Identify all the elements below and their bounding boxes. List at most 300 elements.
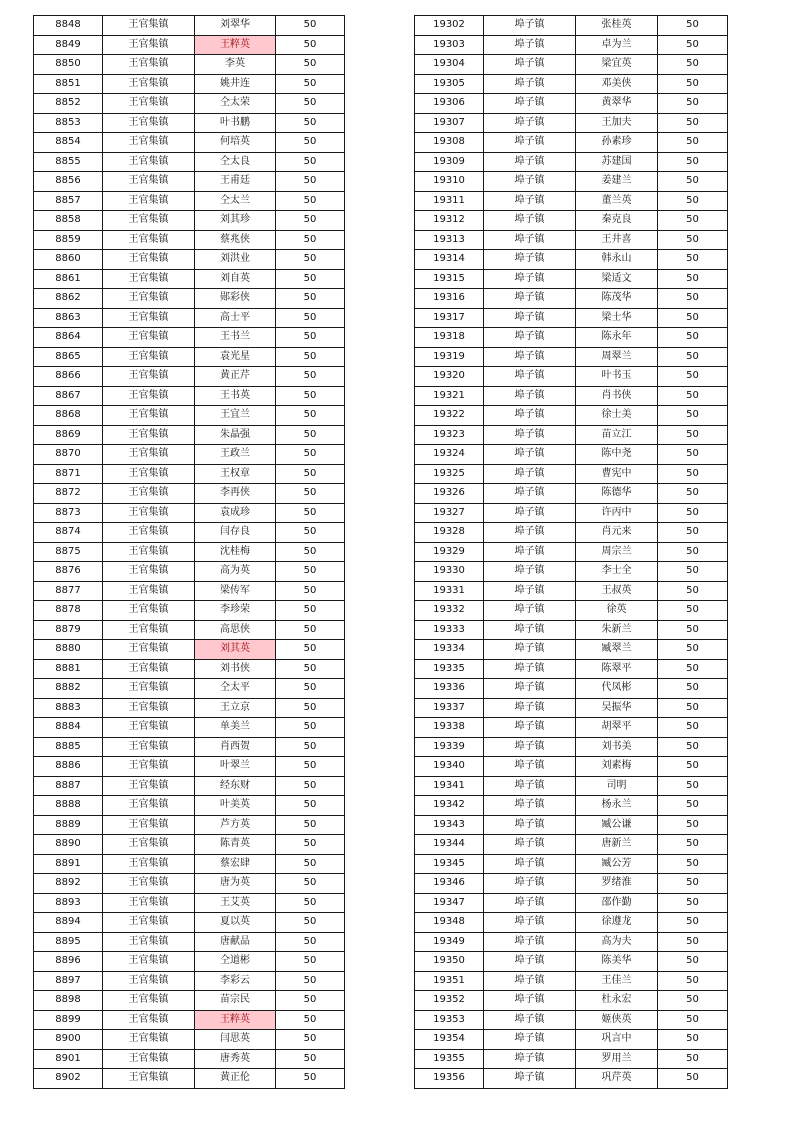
town-cell: 埠子镇: [484, 172, 576, 192]
row-number-cell: 8888: [34, 796, 103, 816]
town-cell: 埠子镇: [484, 484, 576, 504]
amount-cell: 50: [276, 581, 345, 601]
name-cell: 袁光星: [195, 347, 276, 367]
name-cell: 王书英: [195, 386, 276, 406]
amount-cell: 50: [276, 776, 345, 796]
row-number-cell: 8878: [34, 601, 103, 621]
town-cell: 王官集镇: [103, 406, 195, 426]
table-row: [415, 1030, 728, 1050]
row-number-cell: 8901: [34, 1049, 103, 1069]
row-number-cell: 19314: [415, 250, 484, 270]
town-cell: 王官集镇: [103, 367, 195, 387]
town-cell: 王官集镇: [103, 230, 195, 250]
town-cell: 王官集镇: [103, 289, 195, 309]
amount-cell: 50: [276, 289, 345, 309]
amount-cell: 50: [276, 406, 345, 426]
name-cell: 仝太荣: [195, 94, 276, 114]
name-cell: 刘书美: [576, 737, 658, 757]
row-number-cell: 19352: [415, 991, 484, 1011]
amount-cell: 50: [658, 757, 728, 777]
row-number-cell: 8867: [34, 386, 103, 406]
town-cell: 埠子镇: [484, 601, 576, 621]
amount-cell: 50: [276, 172, 345, 192]
row-number-cell: 8895: [34, 932, 103, 952]
row-number-cell: 8849: [34, 35, 103, 55]
table-row: [34, 523, 345, 543]
table-row: [34, 328, 345, 348]
row-number-cell: 8896: [34, 952, 103, 972]
row-number-cell: 19320: [415, 367, 484, 387]
name-cell: 胡翠平: [576, 718, 658, 738]
town-cell: 王官集镇: [103, 620, 195, 640]
town-cell: 王官集镇: [103, 718, 195, 738]
town-cell: 王官集镇: [103, 952, 195, 972]
table-row: [415, 250, 728, 270]
name-cell: 王粹英: [195, 1010, 276, 1030]
row-number-cell: 8853: [34, 113, 103, 133]
name-cell: 刘翠华: [195, 16, 276, 36]
town-cell: 王官集镇: [103, 913, 195, 933]
row-number-cell: 19309: [415, 152, 484, 172]
roster-table-right-body: [415, 16, 728, 1089]
table-row: [415, 562, 728, 582]
name-cell: 卓为兰: [576, 35, 658, 55]
town-cell: 王官集镇: [103, 269, 195, 289]
amount-cell: 50: [658, 1010, 728, 1030]
table-row: [34, 854, 345, 874]
amount-cell: 50: [658, 718, 728, 738]
amount-cell: 50: [276, 152, 345, 172]
amount-cell: 50: [658, 659, 728, 679]
amount-cell: 50: [276, 74, 345, 94]
town-cell: 埠子镇: [484, 542, 576, 562]
name-cell: 邵作勤: [576, 893, 658, 913]
table-row: [34, 35, 345, 55]
table-row: [34, 776, 345, 796]
name-cell: 芦方英: [195, 815, 276, 835]
amount-cell: 50: [276, 347, 345, 367]
table-row: [415, 230, 728, 250]
town-cell: 埠子镇: [484, 835, 576, 855]
table-row: [34, 152, 345, 172]
row-number-cell: 19303: [415, 35, 484, 55]
town-cell: 埠子镇: [484, 971, 576, 991]
name-cell: 巩芹英: [576, 1069, 658, 1089]
town-cell: 王官集镇: [103, 308, 195, 328]
town-cell: 埠子镇: [484, 991, 576, 1011]
row-number-cell: 19333: [415, 620, 484, 640]
roster-table-left: [33, 15, 345, 1089]
row-number-cell: 8864: [34, 328, 103, 348]
name-cell: 朱新兰: [576, 620, 658, 640]
row-number-cell: 19332: [415, 601, 484, 621]
name-cell: 蔡宏肆: [195, 854, 276, 874]
town-cell: 王官集镇: [103, 328, 195, 348]
amount-cell: 50: [276, 191, 345, 211]
table-row: [34, 464, 345, 484]
table-row: [34, 1030, 345, 1050]
name-cell: 王甫廷: [195, 172, 276, 192]
table-row: [34, 74, 345, 94]
amount-cell: 50: [276, 542, 345, 562]
town-cell: 王官集镇: [103, 542, 195, 562]
town-cell: 埠子镇: [484, 893, 576, 913]
town-cell: 王官集镇: [103, 484, 195, 504]
town-cell: 埠子镇: [484, 133, 576, 153]
row-number-cell: 8865: [34, 347, 103, 367]
name-cell: 仝太良: [195, 152, 276, 172]
row-number-cell: 8902: [34, 1069, 103, 1089]
amount-cell: 50: [276, 1049, 345, 1069]
amount-cell: 50: [276, 737, 345, 757]
table-row: [415, 854, 728, 874]
town-cell: 王官集镇: [103, 1010, 195, 1030]
town-cell: 埠子镇: [484, 191, 576, 211]
name-cell: 曹宪中: [576, 464, 658, 484]
table-row: [34, 581, 345, 601]
town-cell: 王官集镇: [103, 776, 195, 796]
row-number-cell: 8879: [34, 620, 103, 640]
name-cell: 秦克良: [576, 211, 658, 231]
row-number-cell: 19330: [415, 562, 484, 582]
amount-cell: 50: [658, 581, 728, 601]
row-number-cell: 19321: [415, 386, 484, 406]
name-cell: 梁宜英: [576, 55, 658, 75]
name-cell: 徐英: [576, 601, 658, 621]
table-row: [415, 991, 728, 1011]
row-number-cell: 19339: [415, 737, 484, 757]
row-number-cell: 19340: [415, 757, 484, 777]
name-cell: 梁适文: [576, 269, 658, 289]
table-row: [415, 601, 728, 621]
town-cell: 王官集镇: [103, 133, 195, 153]
amount-cell: 50: [658, 347, 728, 367]
name-cell: 叶书鹏: [195, 113, 276, 133]
town-cell: 埠子镇: [484, 230, 576, 250]
town-cell: 埠子镇: [484, 328, 576, 348]
table-row: [34, 425, 345, 445]
table-row: [34, 698, 345, 718]
table-row: [415, 94, 728, 114]
amount-cell: 50: [658, 152, 728, 172]
town-cell: 埠子镇: [484, 640, 576, 660]
town-cell: 王官集镇: [103, 601, 195, 621]
town-cell: 王官集镇: [103, 679, 195, 699]
table-row: [34, 932, 345, 952]
table-row: [34, 484, 345, 504]
table-row: [34, 835, 345, 855]
row-number-cell: 8868: [34, 406, 103, 426]
amount-cell: 50: [276, 952, 345, 972]
amount-cell: 50: [658, 991, 728, 1011]
row-number-cell: 8861: [34, 269, 103, 289]
amount-cell: 50: [276, 1010, 345, 1030]
amount-cell: 50: [658, 425, 728, 445]
table-row: [415, 425, 728, 445]
table-row: [34, 406, 345, 426]
table-row: [34, 308, 345, 328]
amount-cell: 50: [276, 796, 345, 816]
row-number-cell: 8880: [34, 640, 103, 660]
amount-cell: 50: [276, 874, 345, 894]
row-number-cell: 8874: [34, 523, 103, 543]
town-cell: 王官集镇: [103, 347, 195, 367]
table-row: [415, 347, 728, 367]
row-number-cell: 19317: [415, 308, 484, 328]
name-cell: 王书兰: [195, 328, 276, 348]
town-cell: 埠子镇: [484, 445, 576, 465]
row-number-cell: 8892: [34, 874, 103, 894]
amount-cell: 50: [276, 250, 345, 270]
table-row: [415, 74, 728, 94]
town-cell: 王官集镇: [103, 94, 195, 114]
row-number-cell: 19307: [415, 113, 484, 133]
table-row: [34, 113, 345, 133]
name-cell: 邓美侠: [576, 74, 658, 94]
name-cell: 张桂英: [576, 16, 658, 36]
name-cell: 唐秀英: [195, 1049, 276, 1069]
amount-cell: 50: [276, 133, 345, 153]
row-number-cell: 19324: [415, 445, 484, 465]
table-row: [34, 815, 345, 835]
row-number-cell: 8885: [34, 737, 103, 757]
name-cell: 夏以英: [195, 913, 276, 933]
amount-cell: 50: [658, 620, 728, 640]
name-cell: 陈青英: [195, 835, 276, 855]
row-number-cell: 8850: [34, 55, 103, 75]
amount-cell: 50: [658, 328, 728, 348]
name-cell: 李再侠: [195, 484, 276, 504]
name-cell: 王佳兰: [576, 971, 658, 991]
town-cell: 埠子镇: [484, 913, 576, 933]
amount-cell: 50: [658, 913, 728, 933]
amount-cell: 50: [658, 386, 728, 406]
amount-cell: 50: [658, 133, 728, 153]
name-cell: 蔡兆侠: [195, 230, 276, 250]
table-row: [415, 113, 728, 133]
name-cell: 苗宗民: [195, 991, 276, 1011]
row-number-cell: 19313: [415, 230, 484, 250]
table-row: [415, 698, 728, 718]
table-row: [34, 133, 345, 153]
table-row: [415, 874, 728, 894]
amount-cell: 50: [658, 172, 728, 192]
town-cell: 王官集镇: [103, 503, 195, 523]
row-number-cell: 19337: [415, 698, 484, 718]
town-cell: 王官集镇: [103, 893, 195, 913]
row-number-cell: 19323: [415, 425, 484, 445]
row-number-cell: 19348: [415, 913, 484, 933]
row-number-cell: 8894: [34, 913, 103, 933]
town-cell: 埠子镇: [484, 562, 576, 582]
name-cell: 王立京: [195, 698, 276, 718]
amount-cell: 50: [658, 698, 728, 718]
amount-cell: 50: [276, 367, 345, 387]
name-cell: 仝道彬: [195, 952, 276, 972]
name-cell: 肖元来: [576, 523, 658, 543]
name-cell: 唐为英: [195, 874, 276, 894]
name-cell: 高为英: [195, 562, 276, 582]
amount-cell: 50: [658, 523, 728, 543]
table-row: [415, 679, 728, 699]
amount-cell: 50: [658, 679, 728, 699]
amount-cell: 50: [658, 445, 728, 465]
town-cell: 埠子镇: [484, 1030, 576, 1050]
row-number-cell: 19331: [415, 581, 484, 601]
row-number-cell: 8886: [34, 757, 103, 777]
town-cell: 王官集镇: [103, 815, 195, 835]
table-row: [415, 913, 728, 933]
row-number-cell: 19302: [415, 16, 484, 36]
row-number-cell: 19338: [415, 718, 484, 738]
town-cell: 埠子镇: [484, 35, 576, 55]
table-row: [34, 659, 345, 679]
town-cell: 埠子镇: [484, 211, 576, 231]
amount-cell: 50: [658, 113, 728, 133]
row-number-cell: 8898: [34, 991, 103, 1011]
table-row: [415, 1010, 728, 1030]
town-cell: 埠子镇: [484, 113, 576, 133]
name-cell: 肖西贺: [195, 737, 276, 757]
row-number-cell: 19322: [415, 406, 484, 426]
town-cell: 王官集镇: [103, 172, 195, 192]
amount-cell: 50: [658, 737, 728, 757]
amount-cell: 50: [276, 620, 345, 640]
table-row: [34, 55, 345, 75]
table-row: [34, 445, 345, 465]
table-row: [34, 269, 345, 289]
name-cell: 单美兰: [195, 718, 276, 738]
town-cell: 埠子镇: [484, 796, 576, 816]
row-number-cell: 8871: [34, 464, 103, 484]
amount-cell: 50: [276, 991, 345, 1011]
amount-cell: 50: [276, 484, 345, 504]
amount-cell: 50: [658, 971, 728, 991]
town-cell: 埠子镇: [484, 659, 576, 679]
table-row: [34, 796, 345, 816]
row-number-cell: 8890: [34, 835, 103, 855]
amount-cell: 50: [276, 893, 345, 913]
row-number-cell: 19327: [415, 503, 484, 523]
name-cell: 王艾英: [195, 893, 276, 913]
table-row: [34, 386, 345, 406]
table-row: [415, 659, 728, 679]
town-cell: 王官集镇: [103, 425, 195, 445]
name-cell: 肖书侠: [576, 386, 658, 406]
table-row: [415, 776, 728, 796]
name-cell: 周宗兰: [576, 542, 658, 562]
name-cell: 高为夫: [576, 932, 658, 952]
town-cell: 埠子镇: [484, 854, 576, 874]
table-row: [415, 172, 728, 192]
name-cell: 经东财: [195, 776, 276, 796]
table-row: [34, 191, 345, 211]
name-cell: 朱晶强: [195, 425, 276, 445]
name-cell: 刘书侠: [195, 659, 276, 679]
amount-cell: 50: [658, 1049, 728, 1069]
name-cell: 刘洪业: [195, 250, 276, 270]
town-cell: 王官集镇: [103, 211, 195, 231]
amount-cell: 50: [658, 835, 728, 855]
amount-cell: 50: [276, 16, 345, 36]
row-number-cell: 8893: [34, 893, 103, 913]
name-cell: 刘其珍: [195, 211, 276, 231]
name-cell: 陈中尧: [576, 445, 658, 465]
amount-cell: 50: [276, 113, 345, 133]
row-number-cell: 8881: [34, 659, 103, 679]
amount-cell: 50: [276, 698, 345, 718]
row-number-cell: 19356: [415, 1069, 484, 1089]
name-cell: 徐士美: [576, 406, 658, 426]
name-cell: 唐新兰: [576, 835, 658, 855]
town-cell: 王官集镇: [103, 74, 195, 94]
town-cell: 埠子镇: [484, 16, 576, 36]
name-cell: 陈茂华: [576, 289, 658, 309]
name-cell: 李士全: [576, 562, 658, 582]
table-row: [415, 620, 728, 640]
amount-cell: 50: [658, 893, 728, 913]
table-row: [34, 971, 345, 991]
amount-cell: 50: [276, 35, 345, 55]
amount-cell: 50: [276, 425, 345, 445]
name-cell: 黄正伦: [195, 1069, 276, 1089]
table-row: [415, 367, 728, 387]
name-cell: 王井喜: [576, 230, 658, 250]
amount-cell: 50: [276, 601, 345, 621]
row-number-cell: 8899: [34, 1010, 103, 1030]
town-cell: 埠子镇: [484, 874, 576, 894]
amount-cell: 50: [276, 308, 345, 328]
row-number-cell: 19354: [415, 1030, 484, 1050]
town-cell: 王官集镇: [103, 698, 195, 718]
table-row: [415, 16, 728, 36]
name-cell: 周翠兰: [576, 347, 658, 367]
row-number-cell: 8855: [34, 152, 103, 172]
table-row: [415, 1049, 728, 1069]
row-number-cell: 8858: [34, 211, 103, 231]
table-row: [34, 893, 345, 913]
row-number-cell: 19328: [415, 523, 484, 543]
row-number-cell: 19349: [415, 932, 484, 952]
town-cell: 埠子镇: [484, 1010, 576, 1030]
table-row: [34, 503, 345, 523]
amount-cell: 50: [658, 55, 728, 75]
name-cell: 郧彩侠: [195, 289, 276, 309]
town-cell: 埠子镇: [484, 367, 576, 387]
town-cell: 王官集镇: [103, 523, 195, 543]
amount-cell: 50: [658, 776, 728, 796]
row-number-cell: 8859: [34, 230, 103, 250]
row-number-cell: 19304: [415, 55, 484, 75]
name-cell: 臧公芳: [576, 854, 658, 874]
town-cell: 埠子镇: [484, 620, 576, 640]
table-row: [415, 328, 728, 348]
town-cell: 埠子镇: [484, 152, 576, 172]
name-cell: 刘其英: [195, 640, 276, 660]
name-cell: 何培英: [195, 133, 276, 153]
table-row: [415, 35, 728, 55]
amount-cell: 50: [658, 367, 728, 387]
amount-cell: 50: [658, 289, 728, 309]
name-cell: 吴振华: [576, 698, 658, 718]
town-cell: 王官集镇: [103, 191, 195, 211]
name-cell: 陈德华: [576, 484, 658, 504]
name-cell: 沈桂梅: [195, 542, 276, 562]
amount-cell: 50: [658, 94, 728, 114]
name-cell: 高士平: [195, 308, 276, 328]
amount-cell: 50: [658, 1030, 728, 1050]
table-row: [415, 308, 728, 328]
